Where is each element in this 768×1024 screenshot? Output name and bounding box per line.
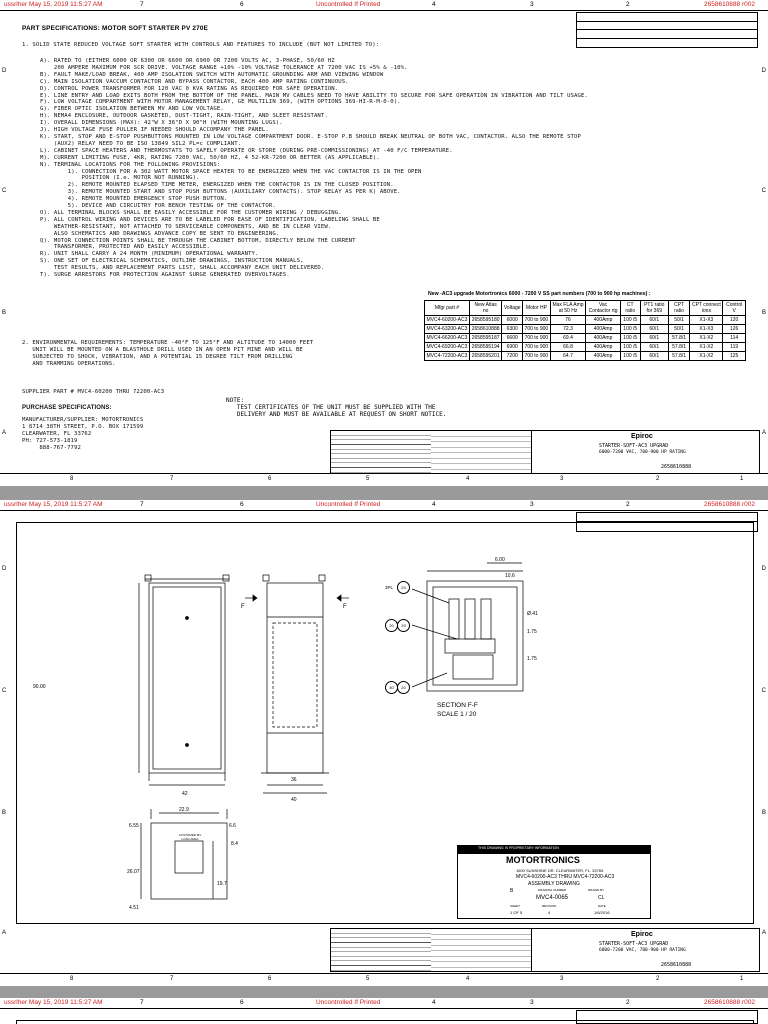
table-cell: MVC4-60200-AC3	[426, 317, 468, 323]
svg-text:Ø.41: Ø.41	[527, 611, 538, 617]
spec-line: E). LINE ENTRY AND LOAD EXITS BOTH FROM THE BOTTOM OF THE PANEL. MAIN MV CABLES NEED TO HAVE ABILITY TO SECURE FOR SAFE OPERATION IN VIBRATION AND TILT USAGE.	[40, 92, 588, 99]
svg-text:22.9: 22.9	[179, 807, 189, 813]
svg-text:F: F	[343, 604, 347, 610]
table-cell: 6300	[502, 325, 523, 334]
table-cell: 400Amp	[586, 334, 620, 343]
epiroc-logo: Epiroc	[631, 433, 653, 440]
note-line: NOTE:	[226, 397, 245, 404]
uncontrolled-notice: Uncontrolled If Printed	[316, 1, 381, 8]
spec-line: 1). CONNECTION FOR A 302 WATT MOTOR SPACE HEATER TO BE ENERGIZED WHEN THE VAC CONTACTOR IS IN THE OPEN	[40, 168, 422, 175]
table-cell: 120	[723, 316, 746, 325]
purchase-line: MANUFACTURER/SUPPLIER: MOTORTRONICS	[22, 417, 144, 423]
svg-text:F: F	[241, 604, 245, 610]
spec-line: TRANSFORMER, PROTECTED AND EASILY ACCESSIBLE.	[40, 244, 210, 251]
spec-line: O). ALL TERMINAL BLOCKS SHALL BE EASILY ACCESSIBLE FOR THE CUSTOMER WIRING / DEBUGGING.	[40, 209, 342, 216]
note	[226, 397, 446, 418]
revision-block	[576, 12, 758, 48]
table-cell: X1-X3	[690, 325, 723, 334]
spec-line: J). HIGH VOLTAGE FUSE PULLER IF NEEDED SHOULD ACCOMPANY THE PANEL.	[40, 127, 269, 134]
svg-text:6.6: 6.6	[229, 823, 236, 829]
table-row	[425, 316, 746, 325]
supplier-part: SUPPLIER PART # MVC4-60200 THRU 72200-AC3	[22, 389, 165, 395]
table-cell: 125	[723, 352, 746, 361]
table-cell: 57.8/1	[668, 334, 690, 343]
dim-height: 90.00	[33, 684, 46, 690]
spec-title: PART SPECIFICATIONS: MOTOR SOFT STARTER PV 270E	[22, 25, 209, 32]
spec-line: 200 AMPERE MAXIMUM FOR SCR DRIVE. VOLTAGE RANGE +10% -10% VOLTAGE TOLERANCE AT 7200 VAC IS +5% & -10%.	[40, 64, 408, 71]
spec-line: Q). MOTOR CONNECTION POINTS SHALL BE THROUGH THE CABINET BOTTOM, DIRECTLY BELOW THE CURRENT	[40, 237, 356, 244]
svg-text:1.75: 1.75	[527, 629, 537, 635]
spec-line: WEATHER-RESISTANT, NOT ATTACHED TO SERVICEABLE COMPONENTS, AND BE IN CLEAR VIEW.	[40, 223, 332, 230]
table-cell: 400Amp	[586, 352, 620, 361]
table-cell: 60/1	[640, 343, 668, 352]
purchase-line: CLEARWATER, FL 33762	[22, 430, 92, 437]
spec-intro: 1. SOLID STATE REDUCED VOLTAGE SOFT STARTER WITH CONTROLS AND FEATURES TO INCLUDE (BUT NOT LIMITED TO):	[22, 42, 380, 48]
table-cell: 6600	[502, 334, 523, 343]
table-cell: 69.4	[550, 334, 586, 343]
balloon: 20	[397, 681, 410, 694]
spec-line: 3). REMOTE MOUNTED START AND STOP PUSH BUTTONS (AUXILIARY CONTACTS). STOP RELAY AS PER K) ABOVE.	[40, 189, 401, 196]
spec-line: L). CABINET SPACE HEATERS AND THERMOSTATS TO SAFELY OPERATE OR STORE (DURING PRE-COMMISSIONING) AT -40 F/C TEMPERATURE.	[40, 147, 453, 154]
spec-line: M). CURRENT LIMITING FUSE, 4KR, RATING 7200 VAC, 50/60 HZ, 4 52-KR-7200 OR BETTER (AS APPLICABLE).	[40, 154, 380, 161]
balloon: 20	[385, 619, 398, 632]
table-cell: 100 /5	[620, 316, 640, 325]
table-header: PT1 ratio for 369	[640, 301, 668, 316]
table-cell: 76	[550, 316, 586, 325]
title-block: Epiroc STARTER-SOFT-AC3 UPGRAD 6000-7200 VAC, 700-900 HP RATING 2658610888	[330, 430, 760, 474]
table-header: CPT ratio	[668, 301, 690, 316]
spec-line: B). FAULT MAKE/LOAD BREAK, 400 AMP ISOLATION SWITCH WITH AUTOMATIC GROUNDING ARM AND VIEWING WINDOW	[40, 71, 384, 78]
table-cell: 400Amp	[586, 316, 620, 325]
sheet-header: ussrlher May 15, 2019 11:5:27 AM 7 6 Uncontrolled If Printed 4 3 2 2658610888 r002	[0, 0, 768, 11]
table-cell: 60/1	[640, 334, 668, 343]
print-stamp: ussrlher May 15, 2019 11:5:27 AM	[4, 1, 103, 8]
table-cell: 400Amp	[586, 325, 620, 334]
svg-text:10.6: 10.6	[505, 573, 515, 579]
table-cell: X1-X2	[690, 352, 723, 361]
table-row	[425, 352, 746, 361]
table-cell: 2658595180	[469, 316, 502, 325]
table-cell: MVC4-72200-AC3	[426, 353, 468, 359]
cutout-label: CUSTOMER MV LOAD AREA	[178, 833, 202, 841]
table-cell: 72.3	[550, 325, 586, 334]
table-cell: 57.8/1	[668, 352, 690, 361]
table-header: Max FLA Amp at 50 Hz	[550, 301, 586, 316]
table-cell: 2658595201	[469, 352, 502, 361]
part-table-title: New -AC3 upgrade Motortronics 6000 - 7200 V SS part numbers (700 to 900 hp machines) :	[428, 291, 651, 297]
table-row	[425, 334, 746, 343]
purchase-line: 888-767-7792	[22, 444, 81, 451]
spec-line: POSITION (I.e. MOTOR NOT RUNNING).	[40, 175, 200, 182]
note-line: TEST CERTIFICATES OF THE UNIT MUST BE SUPPLIED WITH THE	[226, 404, 436, 411]
spec-line: I). OVERALL DIMENSIONS (MAX): 42"W X 36"D X 90"H (WITH MOUNTING LUGS).	[40, 120, 283, 127]
svg-text:19.7: 19.7	[217, 881, 227, 887]
table-cell: 100 /5	[620, 325, 640, 334]
table-cell: 126	[723, 325, 746, 334]
drawing-sheet-3	[0, 998, 768, 1024]
table-cell: 400Amp	[586, 343, 620, 352]
table-cell: 2658595187	[469, 334, 502, 343]
dim-depth1: 36	[291, 777, 297, 783]
part-number-table	[424, 300, 746, 361]
table-cell: 7200	[502, 352, 523, 361]
spec-line: R). UNIT SHALL CARRY A 24 MONTH (MINIMUM) OPERATIONAL WARRANTY.	[40, 251, 259, 258]
environment-requirements	[22, 340, 313, 368]
table-cell: 700 to 900	[524, 326, 549, 332]
table-cell: 50/1	[668, 325, 690, 334]
spec-list	[40, 58, 588, 279]
balloon: 29	[397, 619, 410, 632]
spec-line: D). CONTROL POWER TRANSFORMER FOR 120 VAC 0 KVA RATING AS REQUIRED FOR SAFE OPERATION.	[40, 85, 339, 92]
table-cell: 60/1	[640, 325, 668, 334]
spec-line: H). NEMA4 ENCLOSURE, OUTDOOR GASKETED, DUST-TIGHT, RAIN-TIGHT, AND SLEET RESISTANT.	[40, 113, 328, 120]
table-cell: 119	[723, 343, 746, 352]
table-header: Voltage	[502, 301, 523, 316]
doc-number: 2658610888 r002	[704, 1, 755, 8]
table-header: Mfgr part #	[425, 301, 470, 316]
balloon: 30	[385, 681, 398, 694]
spec-line: P). ALL CONTROL WIRING AND DEVICES ARE TO BE LABELED FOR EASE OF IDENTIFICATION. LABELING SHALL BE	[40, 216, 380, 223]
svg-text:6.00: 6.00	[495, 557, 505, 563]
table-cell: 50/1	[668, 316, 690, 325]
drawing-sheet-1: ussrlher May 15, 2019 11:5:27 AM 7 6 Uncontrolled If Printed 4 3 2 2658610888 r002 D C B A D C B A PART SPECIFICATIONS: MOTOR SOFT STARTER PV 270E 1. SOLID STATE REDUCED VOLTAGE SOFT STARTER WITH CONTROLS AND FEATURES TO INCLUDE (BUT NOT LIMITED TO): A). RATED TO (EITHER 6000 OR 6300 OR 6600 OR 6900 OR 7200 VOLTS AC, 3-PHASE, 50/60 HZ 200 AMPERE MAXIMUM FOR SCR DRIVE. VOLTAGE RANGE +10% -10% VOLTAGE TOLERANCE AT 7200 VAC IS +5% & -10%. B). FAULT MAKE/LOAD BREAK, 400 AMP ISOLATION SWITCH WITH AUTOMATIC GROUNDING ARM AND VIEWING WINDOW C). MAIN ISOLATION VACCUM CONTACTOR AND BYPASS CONTACTOR, EACH 400 AMP RATING CONTINUOUS. D). CONTROL POWER TRANSFORMER FOR 120 VAC 0 KVA RATING AS REQUIRED FOR SAFE OPERATION. E). LINE ENTRY AND LOAD EXITS BOTH FROM THE BOTTOM OF THE PANEL. MAIN MV CABLES NEED TO HAVE ABILITY TO SECURE FOR SAFE OPERATION IN VIBRATION AND TILT USAGE. F). LOW VOLTAGE COMPARTMENT WITH MOTOR MANAGEMENT RELAY, GE MULTILIN 369, (WITH OPTIONS 369-HI-R-M-0-0). G). FIBER OPTIC ISOLATION BETWEEN MV AND LOW VOLTAGE. H). NEMA4 ENCLOSURE, OUTDOOR GASKETED, DUST-TIGHT, RAIN-TIGHT, AND SLEET RESISTANT. I). OVERALL DIMENSIONS (MAX): 42"W X 36"D X 90"H (WITH MOUNTING LUGS). J). HIGH VOLTAGE FUSE PULLER IF NEEDED SHOULD ACCOMPANY THE PANEL. K). START, STOP AND E-STOP PUSHBUTTONS MOUNTED IN LOW VOLTAGE COMPARTMENT DOOR. E-STOP P.B SHOULD BREAK NEUTRAL OF BOTH VAC, CONTACTOR. ALSO THE REMOTE STOP (AUX2) RELAY NEED TO BE ISO 13849 SIL2 PL=c COMPLIANT. L). CABINET SPACE HEATERS AND THERMOSTATS TO SAFELY OPERATE OR STORE (DURING PRE-COMMISSIONING) AT -40 F/C TEMPERATURE. M). CURRENT LIMITING FUSE, 4KR, RATING 7200 VAC, 50/60 HZ, 4 52-KR-7200 OR BETTER (AS APPLICABLE). N). TERMINAL LOCATIONS FOR THE FOLLOWING PROVISIONS: 1). CONNECTION FOR A 302 WATT MOTOR SPACE HEATER TO BE ENERGIZED WHEN THE VAC CONTACTOR IS IN THE OPEN POSITION (I.e. MOTOR NOT RUNNING). 2). REMOTE MOUNTED ELAPSED TIME METER, ENERGIZED WHEN THE CONTACTOR IS IN THE CLOSED POSITION. 3). REMOTE MOUNTED START AND STOP PUSH BUTTONS (AUXILIARY CONTACTS). STOP RELAY AS PER K) ABOVE. 4). REMOTE MOUNTED EMERGENCY STOP PUSH BUTTON. 5). DEVICE AND CIRCUITRY FOR BENCH TESTING OF THE CONTACTOR. O). ALL TERMINAL BLOCKS SHALL BE EASILY ACCESSIBLE FOR THE CUSTOMER WIRING / DEBUGGING. P). ALL CONTROL WIRING AND DEVICES ARE TO BE LABELED FOR EASE OF IDENTIFICATION. LABELING SHALL BE WEATHER-RESISTANT, NOT ATTACHED TO SERVICEABLE COMPONENTS, AND BE IN CLEAR VIEW. ALSO SCHEMATICS AND DRAWINGS ADVANCE COPY BE SENT TO ENGINEERING. Q). MOTOR CONNECTION POINTS SHALL BE THROUGH THE CABINET BOTTOM, DIRECTLY BELOW THE CURRENT TRANSFORMER, PROTECTED AND EASILY ACCESSIBLE. R). UNIT SHALL CARRY A 24 MONTH (MINIMUM) OPERATIONAL WARRANTY. S). ONE SET OF ELECTRICAL SCHEMATICS, OUTLINE DRAWINGS, INSTRUCTION MANUALS, TEST RESULTS, AND REPLACEMENT PARTS LIST, SHALL ACCOMPANY EACH UNIT DELIVERED. T). SURGE ARRESTORS FOR PROTECTION AGAINST SURGE GENERATED OVERVOLTAGES. 2. ENVIRONMENTAL REQUIREMENTS: TEMPERATURE -40°F TO 125°F AND ALTITUDE TO 14000 FEET UNIT WILL BE MOUNTED ON A BLASTHOLE DRILL USED IN AN OPEN PIT MINE AND WILL BE SUBJECTED TO SHOCK, VIBRATION, AND A POTENTIAL 15 DEGREE TILT FROM DRILLING AND TRAMMING OPERATIONS. SUPPLIER PART # MVC4-60200 THRU 72200-AC3 PURCHASE SPECIFICATIONS: MANUFACTURER/SUPPLIER: MOTORTRONICS 1 8714 38TH STREET, P.O. BOX 171599 CLEARWATER, FL 33762 PH: 727-573-1819 888-767-7792 NOTE: TEST CERTIFICATES OF THE UNIT MUST BE SUPPLIED WITH THE DELIVERY AND MUST BE AVAILABLE AT REQUEST ON SHORT NOTICE. New -AC3 upgrade Motortronics 6000 - 7200 V SS part numbers (700 to 900 hp machines) : Mfgr part # New Atlas no Voltage Motor HP Max FLA Amp at 50 Hz Vac Contactor rtg CT ratio PT1 ratio for 369 CPT ratio CPT connect ions Control V MVC4-60200-AC3 2658595180 6000 700 to 900 76 400Amp 100 /5 60/1 50/1 X1-X3 120 MVC4-63200-AC3 2658610888 6300 700 to 900 72.3 400Amp 100 /5 60/1 50/1 X1-X3 126 MVC4-66200-AC3 2658595187 6600 700 to 900 69.4 400Amp 100 /5 60/1 57.8/1 X1-X2 114 MVC4-69200-AC3 2658595194 6900 700 to 900 66.8 400Amp 100 /5 60/1 57.8/1 X1-X2 119 MVC4-72200-AC3 2658595201 7200 700 to 900 64.7 400Amp 100 /5 60/1 57.8/1 X1-X2 125 Epiroc STARTER-SOFT-AC3 UPGRAD 6000-7200 VAC, 700-900 HP RATING 2658610888 8 7 6 5 4 3 2 1	[0, 0, 768, 486]
svg-text:1.75: 1.75	[527, 656, 537, 662]
table-header: CPT connect ions	[690, 301, 723, 316]
drawing-sheet-2: ussrlher May 15, 2019 11:5:27 AM 7 6 Uncontrolled If Printed 4 3 2 2658610888 r002 D C B A D C B A 90.00 42 36 40 F F 6.00 10.6 Ø.41 1.75 1.75 SECTION F-F SCALE 1 / 20 22.9 6.55 6.6 8.4 26.07 19.7 4.51 3PL 24 20 29 30 20 CUSTOMER MV LOAD AREA THIS DRAWING IS PROPRIETARY INFORMATION MOTORTRONICS 1600 SUNSHINE DR. CLEARWATER, FL. 33765 MVC4-60200-AC3 THRU MVC4-72200-AC3 ASSEMBLY DRAWING DRAWING NUMBER B DRAWN BY MVC4-0065 CL SHEET 1 OF 5 REVISION 4 DATE 1/6/2016 Epiroc STARTER-SOFT-AC3 UPGRAD 6000-7200 VAC, 700-900 HP RATING 2658610888 8 7 6 5 4 3 2 1	[0, 500, 768, 986]
table-cell: MVC4-69200-AC3	[426, 344, 468, 350]
table-cell: MVC4-63200-AC3	[426, 326, 468, 332]
purchase-specs	[22, 417, 143, 452]
balloon: 24	[397, 581, 410, 594]
spec-line: C). MAIN ISOLATION VACCUM CONTACTOR AND BYPASS CONTACTOR, EACH 400 AMP RATING CONTINUOUS.	[40, 78, 349, 85]
table-cell: X1-X2	[690, 334, 723, 343]
table-cell: X1-X3	[690, 316, 723, 325]
table-cell: MVC4-66200-AC3	[426, 335, 468, 341]
table-cell: 6900	[502, 343, 523, 352]
spec-line: TEST RESULTS, AND REPLACEMENT PARTS LIST, SHALL ACCOMPANY EACH UNIT DELIVERED.	[40, 265, 325, 272]
sheet-footer: 8 7 6 5 4 3 2 1	[0, 473, 768, 486]
table-cell: 700 to 900	[524, 335, 549, 341]
table-header: New Atlas no	[469, 301, 502, 316]
table-cell: 100 /5	[620, 343, 640, 352]
spec-line: 4). REMOTE MOUNTED EMERGENCY STOP PUSH BUTTON.	[40, 196, 228, 203]
svg-text:6.55: 6.55	[129, 823, 139, 829]
sheet-header: ussrlher May 15, 2019 11:5:27 AM 7 6 Uncontrolled If Printed 4 3 2 2658610888 r002	[0, 500, 768, 511]
table-header: Motor HP	[523, 301, 551, 316]
purchase-line: 1 8714 38TH STREET, P.O. BOX 171599	[22, 423, 144, 430]
spec-line: N). TERMINAL LOCATIONS FOR THE FOLLOWING PROVISIONS:	[40, 161, 221, 168]
env-line: SUBJECTED TO SHOCK, VIBRATION, AND A POTENTIAL 15 DEGREE TILT FROM DRILLING	[22, 353, 293, 360]
spec-line: A). RATED TO (EITHER 6000 OR 6300 OR 6600 OR 6900 OR 7200 VOLTS AC, 3-PHASE, 50/60 HZ	[40, 58, 335, 64]
svg-text:26.07: 26.07	[127, 869, 140, 875]
svg-text:8.4: 8.4	[231, 841, 238, 847]
spec-line: G). FIBER OPTIC ISOLATION BETWEEN MV AND LOW VOLTAGE.	[40, 106, 224, 113]
epiroc-title-block: Epiroc STARTER-SOFT-AC3 UPGRAD 6000-7200 VAC, 700-900 HP RATING 2658610888	[330, 928, 760, 972]
scale-label: SCALE 1 / 20	[437, 711, 477, 718]
motortronics-title-block: THIS DRAWING IS PROPRIETARY INFORMATION MOTORTRONICS 1600 SUNSHINE DR. CLEARWATER, FL. 33765 MVC4-60200-AC3 THRU MVC4-72200-AC3 ASSEMBLY DRAWING DRAWING NUMBER B DRAWN BY MVC4-0065 CL SHEET 1 OF 5 REVISION 4 DATE 1/6/2016	[457, 845, 651, 919]
table-cell: 57.8/1	[668, 343, 690, 352]
spec-line: 2). REMOTE MOUNTED ELAPSED TIME METER, ENERGIZED WHEN THE CONTACTOR IS IN THE CLOSED POSITION.	[40, 182, 394, 189]
table-header: Control V	[723, 301, 746, 316]
table-cell: 6000	[502, 316, 523, 325]
table-cell: 100 /5	[620, 352, 640, 361]
spec-line: T). SURGE ARRESTORS FOR PROTECTION AGAINST SURGE GENERATED OVERVOLTAGES.	[40, 272, 290, 279]
spec-line: 5). DEVICE AND CIRCUITRY FOR BENCH TESTING OF THE CONTACTOR.	[40, 203, 276, 210]
table-cell: 100 /5	[620, 334, 640, 343]
spec-line: ALSO SCHEMATICS AND DRAWINGS ADVANCE COPY BE SENT TO ENGINEERING.	[40, 230, 280, 237]
sheet-header: ussrlher May 15, 2019 11:5:27 AM 7 6 Uncontrolled If Printed 4 3 2 2658610888 r002	[0, 998, 768, 1009]
table-cell: 64.7	[550, 352, 586, 361]
dim-width: 42	[182, 791, 188, 797]
table-header: CT ratio	[620, 301, 640, 316]
table-cell: 60/1	[640, 316, 668, 325]
table-cell: 60/1	[640, 352, 668, 361]
table-row	[425, 343, 746, 352]
assembly-drawing-frame: 90.00 42 36 40 F F 6.00 10.6 Ø.41 1.75 1.75 SECTION F-F SCALE 1 / 20 22.9 6.55 6.6 8.4 26.07 19.7 4.51 3PL 24 20 29 30 20 CUSTOMER MV LOAD AREA THIS DRAWING IS PROPRIETARY INFORMATION MOTORTRONICS 1600 SUNSHINE DR. CLEARWATER, FL. 33765 MVC4-60200-AC3 THRU MVC4-72200-AC3 ASSEMBLY DRAWING DRAWING NUMBER B DRAWN BY MVC4-0065 CL SHEET 1 OF 5 REVISION 4 DATE 1/6/2016	[16, 522, 754, 924]
spec-line: S). ONE SET OF ELECTRICAL SCHEMATICS, OUTLINE DRAWINGS, INSTRUCTION MANUALS,	[40, 258, 304, 265]
env-line: UNIT WILL BE MOUNTED ON A BLASTHOLE DRILL USED IN AN OPEN PIT MINE AND WILL BE	[22, 346, 303, 353]
table-cell: 66.8	[550, 343, 586, 352]
note-line: DELIVERY AND MUST BE AVAILABLE AT REQUEST ON SHORT NOTICE.	[226, 411, 447, 418]
spec-line: K). START, STOP AND E-STOP PUSHBUTTONS MOUNTED IN LOW VOLTAGE COMPARTMENT DOOR. E-STOP P.B SHOULD BREAK NEUTRAL OF BOTH VAC, CONTACTOR. ALSO THE REMOTE STOP	[40, 133, 581, 140]
table-cell: 2658595194	[469, 343, 502, 352]
table-cell: X1-X2	[690, 343, 723, 352]
spec-line: F). LOW VOLTAGE COMPARTMENT WITH MOTOR MANAGEMENT RELAY, GE MULTILIN 369, (WITH OPTIONS 369-HI-R-M-0-0).	[40, 99, 401, 106]
env-line: 2. ENVIRONMENTAL REQUIREMENTS: TEMPERATURE -40°F TO 125°F AND ALTITUDE TO 14000 FEET	[22, 340, 314, 346]
table-cell: 700 to 900	[524, 317, 549, 323]
table-cell: 700 to 900	[524, 344, 549, 350]
table-cell: 114	[723, 334, 746, 343]
sheet-footer: 8 7 6 5 4 3 2 1	[0, 973, 768, 986]
purchase-line: PH: 727-573-1819	[22, 437, 78, 444]
table-cell: 700 to 900	[524, 353, 549, 359]
motortronics-logo: MOTORTRONICS	[506, 855, 580, 865]
svg-text:4.51: 4.51	[129, 905, 139, 911]
table-cell: 2658610888	[469, 325, 502, 334]
table-header: Vac Contactor rtg	[586, 301, 620, 316]
dim-depth2: 40	[291, 797, 297, 803]
purchase-title: PURCHASE SPECIFICATIONS:	[22, 405, 112, 411]
section-label: SECTION F-F	[437, 702, 478, 709]
spec-line: (AUX2) RELAY NEED TO BE ISO 13849 SIL2 PL=c COMPLIANT.	[40, 140, 242, 147]
table-row	[425, 325, 746, 334]
env-line: AND TRAMMING OPERATIONS.	[22, 360, 116, 367]
